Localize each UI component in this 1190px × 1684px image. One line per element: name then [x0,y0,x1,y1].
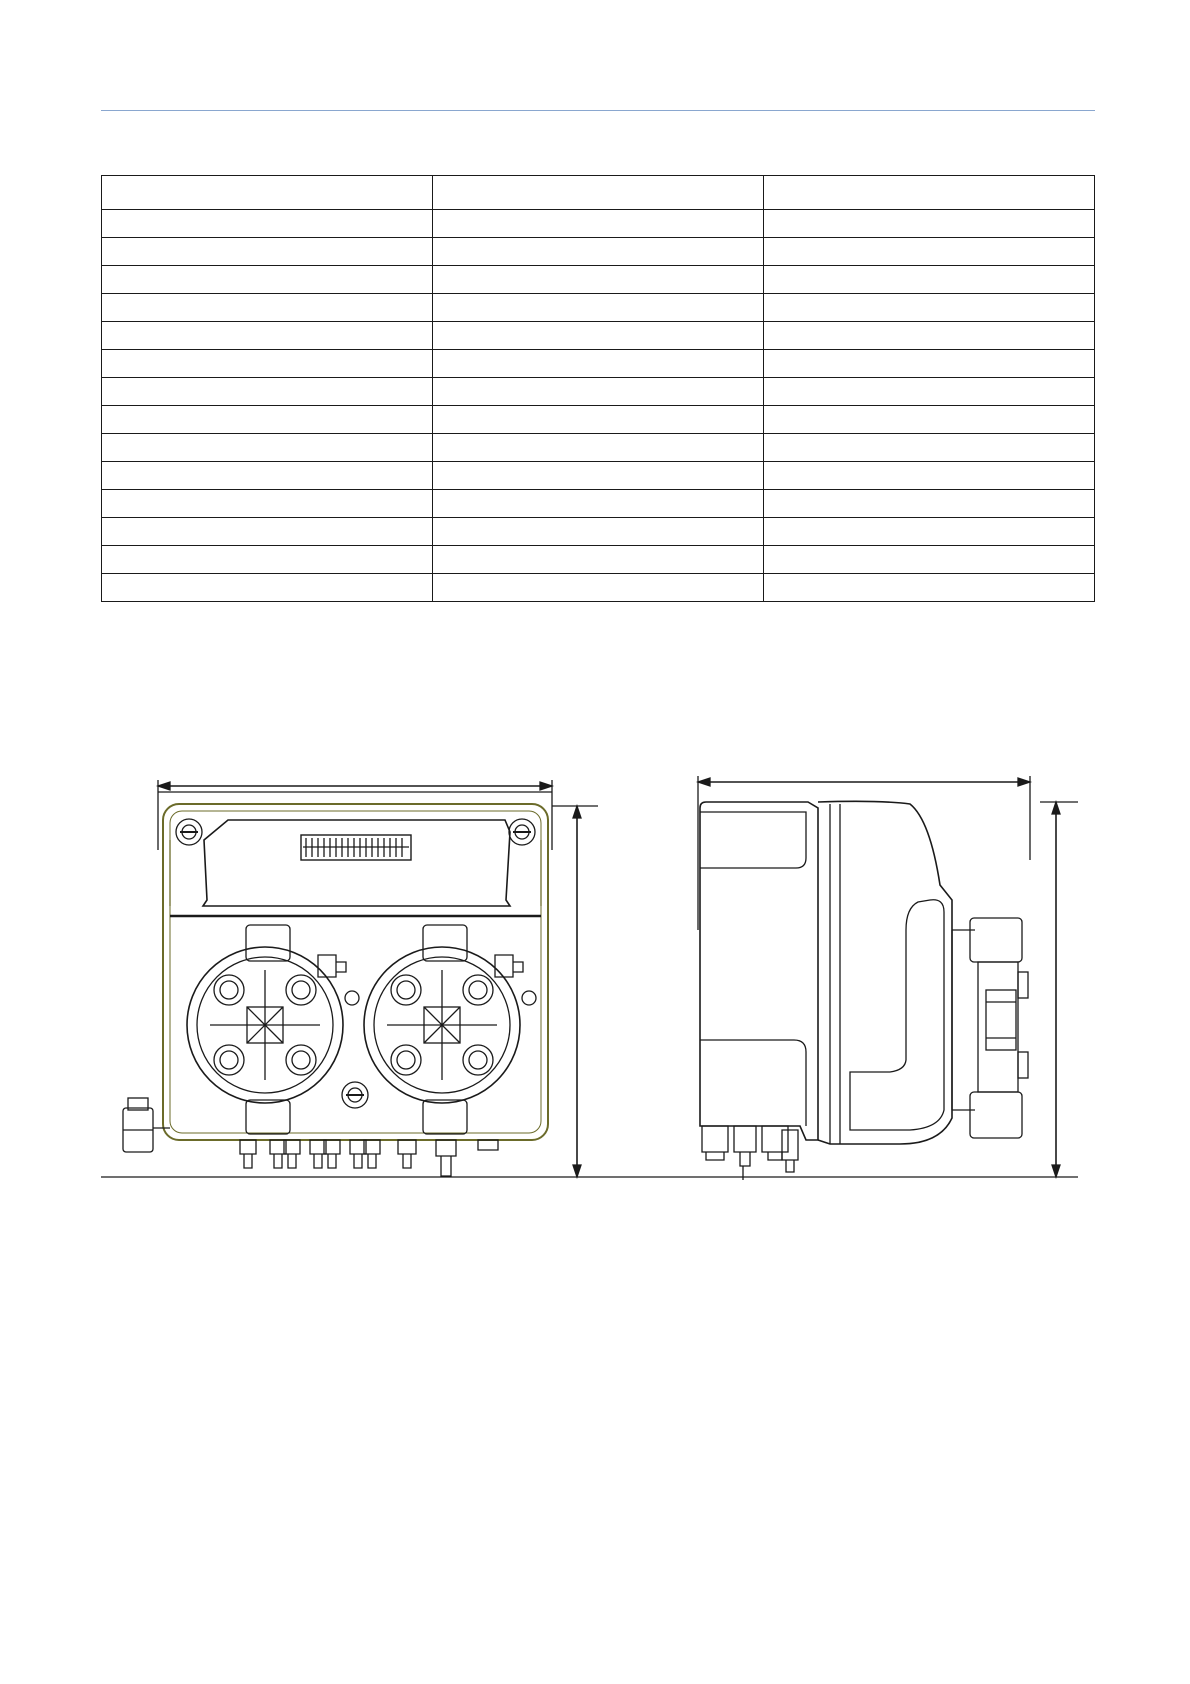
table-cell [764,294,1095,322]
table-cell [102,176,433,210]
table-cell [102,294,433,322]
table-row [102,406,1095,434]
spec-table [101,175,1095,602]
table-cell [433,238,764,266]
bottom-fittings [240,1140,498,1176]
table-cell [102,322,433,350]
table-cell [433,406,764,434]
table-cell [433,322,764,350]
technical-drawing [0,740,1190,1200]
table-row [102,176,1095,210]
table-cell [764,210,1095,238]
pump-head-right [364,925,536,1134]
table-cell [102,350,433,378]
table-cell [433,518,764,546]
screw-top-left [176,819,202,845]
table-row [102,322,1095,350]
table-cell [764,518,1095,546]
display-cover [203,820,510,906]
table-row [102,490,1095,518]
table-row [102,378,1095,406]
table-cell [102,518,433,546]
front-width-dimension [158,780,552,850]
table-row [102,574,1095,602]
table-cell [764,322,1095,350]
table-row [102,294,1095,322]
table-cell [433,294,764,322]
table-row [102,238,1095,266]
table-cell [102,574,433,602]
table-cell [764,266,1095,294]
table-cell [102,462,433,490]
table-row [102,266,1095,294]
table-row [102,434,1095,462]
screw-top-right [509,819,535,845]
screw-bottom-center [342,1082,368,1108]
side-pump-fittings [970,918,1028,1138]
table-cell [764,350,1095,378]
table-row [102,518,1095,546]
table-cell [764,490,1095,518]
table-cell [764,238,1095,266]
table-cell [433,574,764,602]
table-row [102,350,1095,378]
table-cell [102,266,433,294]
table-cell [102,546,433,574]
table-cell [102,406,433,434]
table-cell [433,462,764,490]
table-cell [102,378,433,406]
side-housing [700,802,818,1140]
table-cell [102,238,433,266]
table-cell [102,210,433,238]
table-cell [433,350,764,378]
table-row [102,210,1095,238]
table-cell [102,434,433,462]
table-cell [433,490,764,518]
front-view [123,780,598,1177]
table-cell [764,176,1095,210]
header-rule [101,110,1095,111]
table-cell [102,490,433,518]
table-row [102,546,1095,574]
table-cell [764,406,1095,434]
table-cell [433,176,764,210]
table-cell [764,574,1095,602]
table-cell [764,434,1095,462]
side-depth-dimension [698,776,1030,930]
table-row [102,462,1095,490]
table-cell [764,378,1095,406]
table-cell [433,210,764,238]
table-cell [433,378,764,406]
table-cell [433,434,764,462]
table-cell [764,462,1095,490]
table-cell [764,546,1095,574]
side-view [698,776,1078,1180]
table-cell [433,546,764,574]
side-bottom-fittings [702,1126,798,1180]
side-height-dimension [1040,802,1078,1177]
pump-head-left [187,925,359,1134]
front-height-dimension [552,806,598,1177]
table-cell [433,266,764,294]
